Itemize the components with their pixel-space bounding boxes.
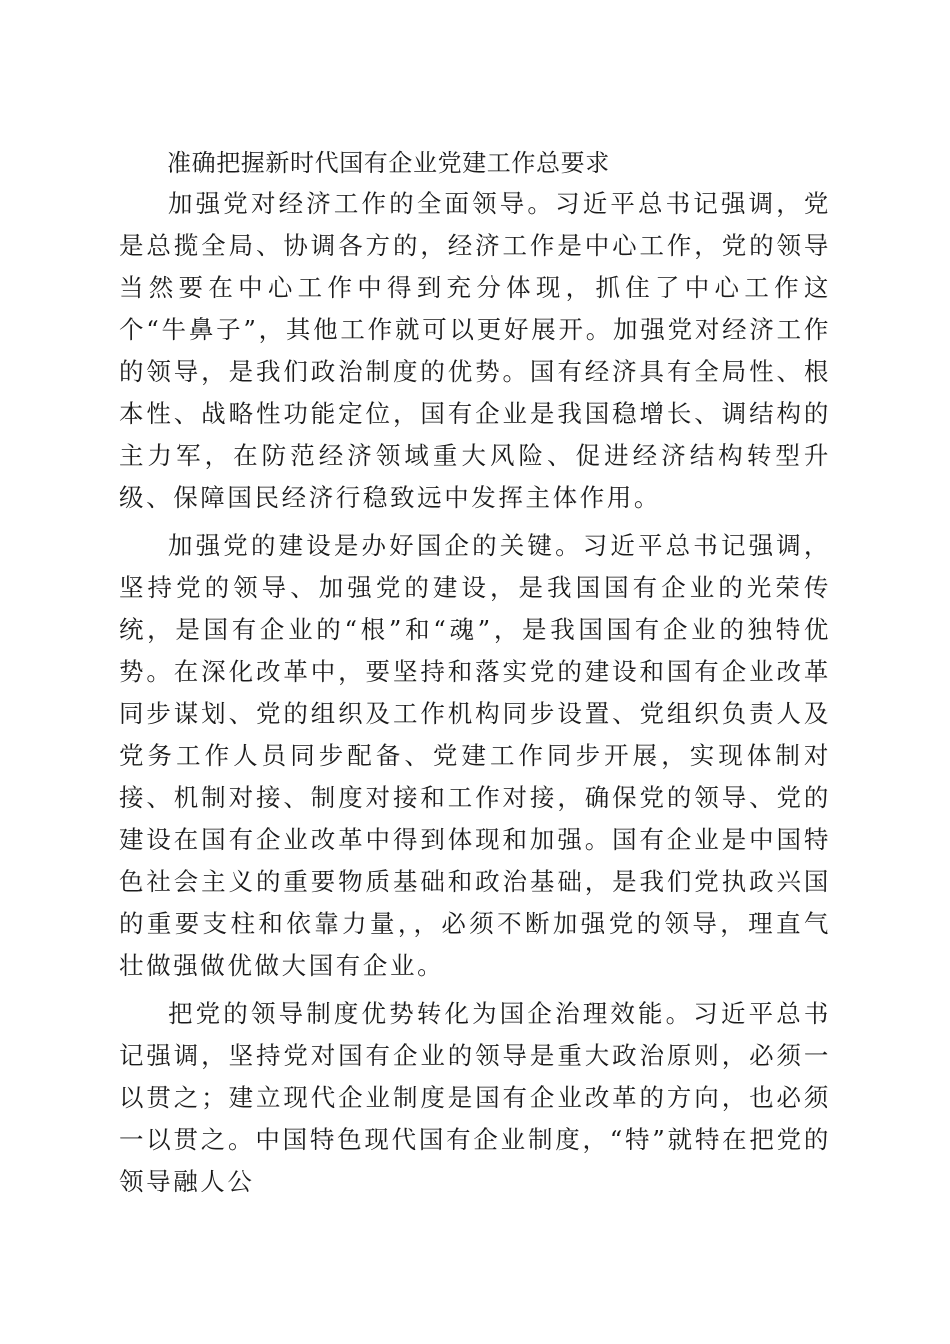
paragraph-economic-leadership: 加强党对经济工作的全面领导。习近平总书记强调，党是总揽全局、协调各方的，经济工作是中心工作，党的领导当然要在中心工作中得到充分体现，抓住了中心工作这个“牛鼻子”，其他工作就可以更好展开。加强党对经济工作的领导，是我们政治制度的优势。国有经济具有全局性、根本性、战略性功能定位，国有企业是我国稳增长、调结构的主力军，在防范经济领域重大风险、促进经济结构转型升级、保障国民经济行稳致远中发挥主体作用。 [119, 189, 831, 512]
paragraph-party-building: 加强党的建设是办好国企的关键。习近平总书记强调，坚持党的领导、加强党的建设，是我国国有企业的光荣传统，是国有企业的“根”和“魂”，是我国国有企业的独特优势。在深化改革中，要坚持和落实党的建设和国有企业改革同步谋划、党的组织及工作机构同步设置、党组织负责人及党务工作人员同步配备、党建工作同步开展，实现体制对接、机制对接、制度对接和工作对接，确保党的领导、党的建设在国有企业改革中得到体现和加强。国有企业是中国特色社会主义的重要物质基础和政治基础，是我们党执政兴国的重要支柱和依靠力量，，必须不断加强党的领导，理直气壮做强做优做大国有企业。 [119, 531, 831, 980]
document-title: 准确把握新时代国有企业党建工作总要求 [167, 149, 610, 177]
paragraph-governance-efficiency: 把党的领导制度优势转化为国企治理效能。习近平总书记强调，坚持党对国有企业的领导是重大政治原则，必须一以贯之；建立现代企业制度是国有企业改革的方向，也必须一以贯之。中国特色现代国有企业制度，“特”就特在把党的领导融人公 [119, 999, 831, 1196]
document-body [119, 143, 831, 1203]
